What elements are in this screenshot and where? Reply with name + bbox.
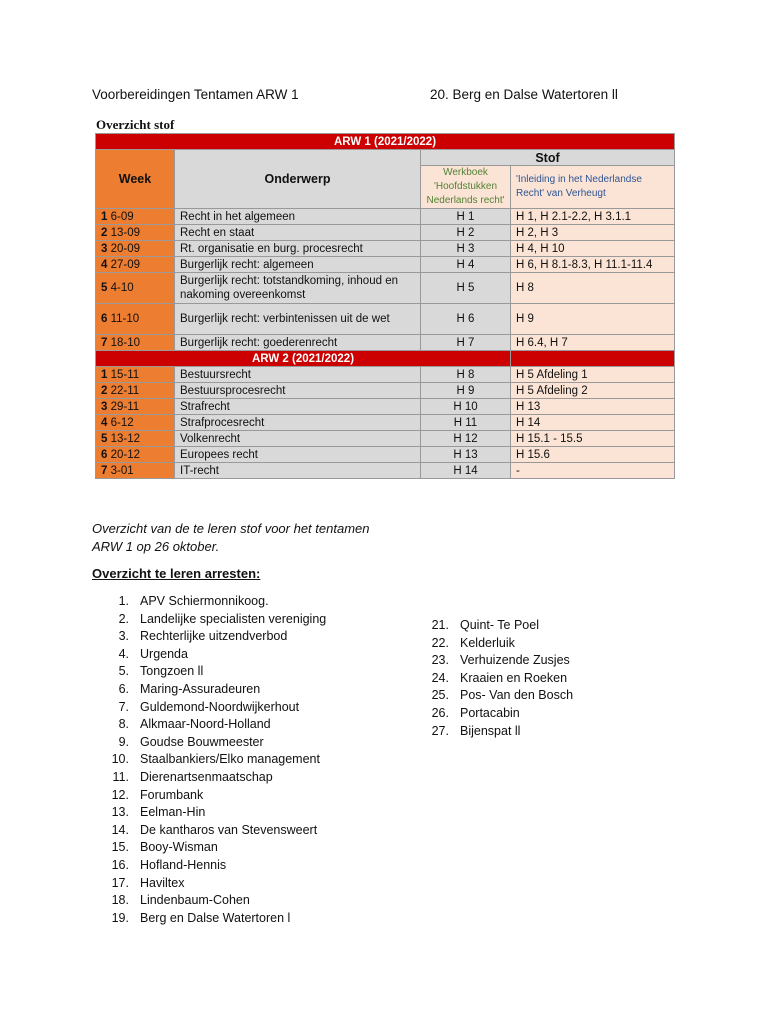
week-date: 4-10 <box>110 282 134 294</box>
table-row <box>96 257 675 273</box>
table-row <box>96 431 675 447</box>
topic-cell: Burgerlijk recht: verbintenissen uit de wet <box>175 304 421 335</box>
werkboek-cell: H 3 <box>421 241 511 257</box>
case-name: Forumbank <box>140 787 204 802</box>
case-number: 19. <box>111 910 129 925</box>
case-name: Portacabin <box>460 705 520 720</box>
list-item <box>102 646 326 664</box>
case-name: Haviltex <box>140 875 185 890</box>
week-number: 3 <box>101 242 108 255</box>
case-name: Kelderluik <box>460 635 515 650</box>
table-row <box>96 399 675 415</box>
case-name: Hofland-Hennis <box>140 857 227 872</box>
werkboek-cell: H 13 <box>421 447 511 463</box>
list-item <box>102 804 326 822</box>
week-number: 7 <box>101 336 108 349</box>
week-number: 4 <box>101 416 108 429</box>
week-number: 6 <box>101 448 108 461</box>
list-item <box>102 822 326 840</box>
arw1-title-row <box>96 134 675 150</box>
week-number: 1 <box>101 368 108 381</box>
case-number: 26. <box>431 705 449 720</box>
table-caption: Overzicht van de te leren stof voor het tentamen ARW 1 op 26 oktober. <box>92 521 370 554</box>
week-cell <box>96 399 175 415</box>
inleiding-cell: H 13 <box>511 399 675 415</box>
topic-cell: Bestuursrecht <box>175 367 421 383</box>
case-number: 21. <box>431 618 449 632</box>
table-row <box>96 415 675 431</box>
topic-cell: Strafrecht <box>175 399 421 415</box>
week-date: 20-09 <box>110 242 141 255</box>
schedule-table <box>95 133 675 479</box>
inleiding-cell: H 2, H 3 <box>511 225 675 241</box>
list-item <box>102 839 326 857</box>
list-item <box>102 769 326 787</box>
case-number: 22. <box>431 635 449 650</box>
week-date: 13-12 <box>110 432 141 445</box>
case-name: Rechterlijke uitzendverbod <box>140 629 288 644</box>
werkboek-cell: H 2 <box>421 225 511 241</box>
list-item <box>422 617 573 635</box>
table-row <box>96 367 675 383</box>
topic-cell: Recht in het algemeen <box>175 209 421 225</box>
werkboek-cell: H 5 <box>421 273 511 304</box>
case-name: Verhuizende Zusjes <box>460 653 570 668</box>
list-item <box>102 787 326 805</box>
topic-cell: IT-recht <box>175 463 421 479</box>
table-row <box>96 209 675 225</box>
inleiding-cell: H 9 <box>511 304 675 335</box>
table-row <box>96 463 675 479</box>
case-name: Tongzoen ll <box>140 664 204 679</box>
case-number: 1. <box>118 594 129 608</box>
topic-cell: Burgerlijk recht: totstandkoming, inhoud en nakoming overeenkomst <box>175 273 421 304</box>
case-number: 27. <box>431 723 449 738</box>
case-number: 25. <box>431 688 449 703</box>
table-row <box>96 335 675 351</box>
case-name: Dierenartsenmaatschap <box>140 769 273 784</box>
inleiding-cell: H 8 <box>511 273 675 304</box>
werkboek-cell: H 4 <box>421 257 511 273</box>
week-number: 7 <box>101 464 108 477</box>
case-number: 8. <box>118 717 129 732</box>
topic-cell: Bestuursprocesrecht <box>175 383 421 399</box>
column-header-inleiding: 'Inleiding in het Nederlandse Recht' van Verheugt <box>511 166 675 209</box>
list-item <box>422 705 573 723</box>
week-date: 22-11 <box>110 384 140 397</box>
document-title: Voorbereidingen Tentamen ARW 1 <box>92 87 299 102</box>
week-date: 3-01 <box>110 464 134 477</box>
case-name: Alkmaar-Noord-Holland <box>140 717 271 732</box>
list-item <box>102 892 326 910</box>
inleiding-cell: H 6.4, H 7 <box>511 335 675 351</box>
week-cell <box>96 304 175 335</box>
werkboek-cell: H 11 <box>421 415 511 431</box>
week-cell <box>96 257 175 273</box>
case-name: Goudse Bouwmeester <box>140 734 264 749</box>
werkboek-cell: H 14 <box>421 463 511 479</box>
case-name: APV Schiermonnikoog. <box>140 594 269 608</box>
list-item <box>422 670 573 688</box>
week-number: 4 <box>101 258 108 271</box>
case-number: 15. <box>111 840 129 855</box>
list-item <box>102 875 326 893</box>
table-row <box>96 225 675 241</box>
table-row <box>96 273 675 304</box>
table-row <box>96 304 675 335</box>
week-cell <box>96 225 175 241</box>
arw2-title-row <box>96 351 675 367</box>
case-name: Landelijke specialisten vereniging <box>140 611 327 626</box>
column-header-onderwerp: Onderwerp <box>175 150 421 209</box>
werkboek-cell: H 7 <box>421 335 511 351</box>
week-date: 11-10 <box>110 313 140 325</box>
topic-cell: Burgerlijk recht: goederenrecht <box>175 335 421 351</box>
column-header-week: Week <box>96 150 175 209</box>
column-header-stof: Stof <box>421 150 675 166</box>
werkboek-cell: H 9 <box>421 383 511 399</box>
case-name: Bijenspat ll <box>460 723 521 738</box>
case-number: 23. <box>431 653 449 668</box>
week-cell <box>96 463 175 479</box>
case-name: Kraaien en Roeken <box>460 670 568 685</box>
cases-list-left <box>102 593 326 927</box>
week-date: 15-11 <box>110 368 140 381</box>
arw1-title: ARW 1 (2021/2022) <box>96 134 675 150</box>
header-row-1 <box>96 150 675 166</box>
case-name: Staalbankiers/Elko management <box>140 752 320 767</box>
week-date: 27-09 <box>110 258 141 271</box>
list-item <box>102 593 326 611</box>
week-cell <box>96 383 175 399</box>
week-cell <box>96 335 175 351</box>
inleiding-cell: H 14 <box>511 415 675 431</box>
case-number: 13. <box>111 805 129 820</box>
case-number: 14. <box>111 822 129 837</box>
topic-cell: Strafprocesrecht <box>175 415 421 431</box>
case-name: Booy-Wisman <box>140 840 218 855</box>
case-number: 16. <box>111 857 129 872</box>
inleiding-cell: H 15.1 - 15.5 <box>511 431 675 447</box>
inleiding-cell: H 15.6 <box>511 447 675 463</box>
list-item <box>422 723 573 741</box>
case-number: 9. <box>118 734 129 749</box>
inleiding-cell: - <box>511 463 675 479</box>
inleiding-cell: H 4, H 10 <box>511 241 675 257</box>
week-number: 6 <box>101 313 108 325</box>
case-name: Berg en Dalse Watertoren l <box>140 910 291 925</box>
week-number: 1 <box>101 210 108 223</box>
list-item <box>102 857 326 875</box>
week-date: 20-12 <box>110 448 141 461</box>
list-item <box>102 611 326 629</box>
list-item <box>102 734 326 752</box>
inleiding-cell: H 6, H 8.1-8.3, H 11.1-11.4 <box>511 257 675 273</box>
case-number: 3. <box>118 629 129 644</box>
table-row <box>96 447 675 463</box>
week-date: 6-12 <box>110 416 134 429</box>
week-cell <box>96 447 175 463</box>
case-number: 11. <box>112 769 129 784</box>
table-row <box>96 241 675 257</box>
section-title: Overzicht stof <box>96 117 175 132</box>
topic-cell: Europees recht <box>175 447 421 463</box>
werkboek-cell: H 6 <box>421 304 511 335</box>
week-cell <box>96 273 175 304</box>
list-item <box>102 681 326 699</box>
case-name: Lindenbaum-Cohen <box>140 893 250 908</box>
werkboek-cell: H 8 <box>421 367 511 383</box>
list-item <box>102 751 326 769</box>
list-item <box>102 910 326 928</box>
cases-list-right <box>422 617 573 740</box>
list-item <box>422 635 573 653</box>
week-number: 5 <box>101 432 108 445</box>
week-date: 29-11 <box>110 400 140 413</box>
case-number: 5. <box>118 664 129 679</box>
column-header-werkboek: Werkboek 'Hoofdstukken Nederlands recht' <box>421 166 511 209</box>
list-item <box>422 652 573 670</box>
case-number: 10. <box>111 752 129 767</box>
werkboek-cell: H 10 <box>421 399 511 415</box>
case-name: De kantharos van Stevensweert <box>140 822 318 837</box>
week-cell <box>96 415 175 431</box>
week-cell <box>96 367 175 383</box>
case-number: 17. <box>111 875 129 890</box>
list-item <box>102 663 326 681</box>
week-date: 18-10 <box>110 336 141 349</box>
case-name: Guldemond-Noordwijkerhout <box>140 699 300 714</box>
week-cell <box>96 241 175 257</box>
cases-list-heading: Overzicht te leren arresten: <box>92 566 261 581</box>
topic-cell: Volkenrecht <box>175 431 421 447</box>
topic-cell: Burgerlijk recht: algemeen <box>175 257 421 273</box>
case-name: Quint- Te Poel <box>460 618 539 632</box>
case-name: Maring-Assuradeuren <box>140 681 261 696</box>
week-number: 5 <box>101 282 108 294</box>
case-number: 2. <box>118 611 129 626</box>
list-item <box>422 687 573 705</box>
list-item <box>102 699 326 717</box>
table-row <box>96 383 675 399</box>
topic-cell: Recht en staat <box>175 225 421 241</box>
week-number: 3 <box>101 400 108 413</box>
inleiding-cell: H 5 Afdeling 2 <box>511 383 675 399</box>
arw2-title: ARW 2 (2021/2022) <box>96 351 511 367</box>
week-cell <box>96 209 175 225</box>
topic-cell: Rt. organisatie en burg. procesrecht <box>175 241 421 257</box>
inleiding-cell: H 5 Afdeling 1 <box>511 367 675 383</box>
case-number: 7. <box>118 699 129 714</box>
case-20-heading: 20. Berg en Dalse Watertoren ll <box>430 87 618 102</box>
week-number: 2 <box>101 384 108 397</box>
week-number: 2 <box>101 226 108 239</box>
case-name: Pos- Van den Bosch <box>460 688 574 703</box>
inleiding-cell: H 1, H 2.1-2.2, H 3.1.1 <box>511 209 675 225</box>
case-number: 18. <box>111 893 129 908</box>
list-item <box>102 716 326 734</box>
case-name: Urgenda <box>140 646 188 661</box>
case-number: 6. <box>118 681 129 696</box>
arw2-title-blank <box>511 351 675 367</box>
case-number: 24. <box>431 670 449 685</box>
week-cell <box>96 431 175 447</box>
case-name: Eelman-Hin <box>140 805 206 820</box>
list-item <box>102 628 326 646</box>
week-date: 13-09 <box>110 226 141 239</box>
werkboek-cell: H 1 <box>421 209 511 225</box>
week-date: 6-09 <box>110 210 134 223</box>
case-number: 12. <box>111 787 129 802</box>
werkboek-cell: H 12 <box>421 431 511 447</box>
case-number: 4. <box>118 646 129 661</box>
